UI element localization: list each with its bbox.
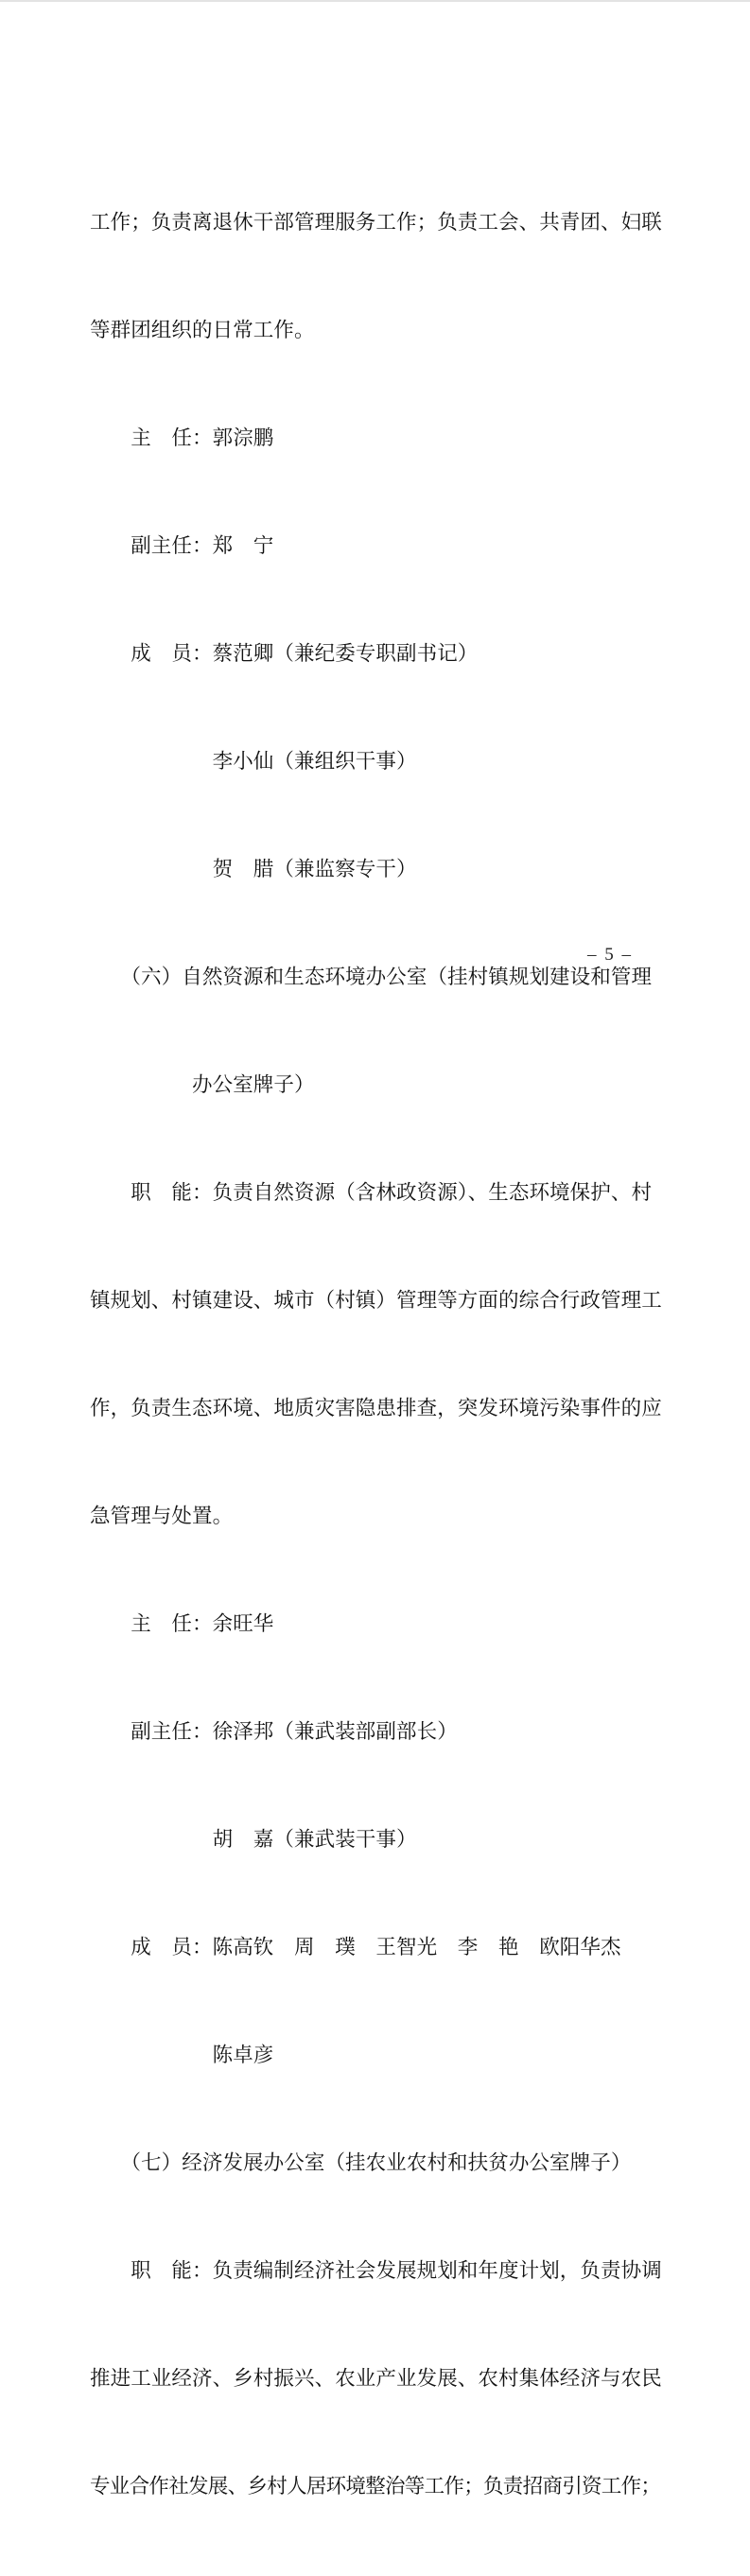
- text-line: 急管理与处置。: [90, 1505, 234, 1527]
- text-line: 陈卓彦: [90, 2044, 274, 2066]
- text-line: 副主任：徐泽邦（兼武装部副部长）: [90, 1720, 458, 1743]
- page-number: – 5 –: [587, 945, 633, 965]
- text-line: 作，负责生态环境、地质灾害隐患排查，突发环境污染事件的应: [90, 1397, 662, 1419]
- text-line: 贺 腊（兼监察专干）: [90, 858, 417, 880]
- document-text-block: [90, 132, 681, 2576]
- text-line: 等群团组织的日常工作。: [90, 319, 315, 341]
- text-line section-heading: （六）自然资源和生态环境办公室（挂村镇规划建设和管理: [90, 966, 653, 988]
- text-line: 成 员：蔡范卿（兼纪委专职副书记）: [90, 642, 479, 665]
- text-line: 李小仙（兼组织干事）: [90, 750, 417, 773]
- text-line: 成 员：陈高钦 周 璞 王智光 李 艳 欧阳华杰: [90, 1936, 621, 1958]
- scan-edge-line: [0, 0, 750, 2]
- text-line: 副主任：郑 宁: [90, 534, 274, 557]
- text-line: 镇规划、村镇建设、城市（村镇）管理等方面的综合行政管理工: [90, 1289, 662, 1312]
- text-line: 推进工业经济、乡村振兴、农业产业发展、农村集体经济与农民: [90, 2367, 662, 2390]
- text-line: 主 任：余旺华: [90, 1612, 274, 1635]
- text-line: 职 能：负责自然资源（含林政资源）、生态环境保护、村: [90, 1181, 653, 1204]
- text-line: 专业合作社发展、乡村人居环境整治等工作；负责招商引资工作；: [90, 2475, 661, 2498]
- text-line: 胡 嘉（兼武装干事）: [90, 1828, 417, 1851]
- text-line: 工作；负责离退休干部管理服务工作；负责工会、共青团、妇联: [90, 211, 662, 234]
- text-line: 主 任：郭淙鹏: [90, 426, 274, 449]
- text-line: （七）经济发展办公室（挂农业农村和扶贫办公室牌子）: [90, 2151, 632, 2174]
- text-line: 职 能：负责编制经济社会发展规划和年度计划，负责协调: [90, 2259, 662, 2282]
- text-line section-heading-continuation: 办公室牌子）: [90, 1073, 315, 1096]
